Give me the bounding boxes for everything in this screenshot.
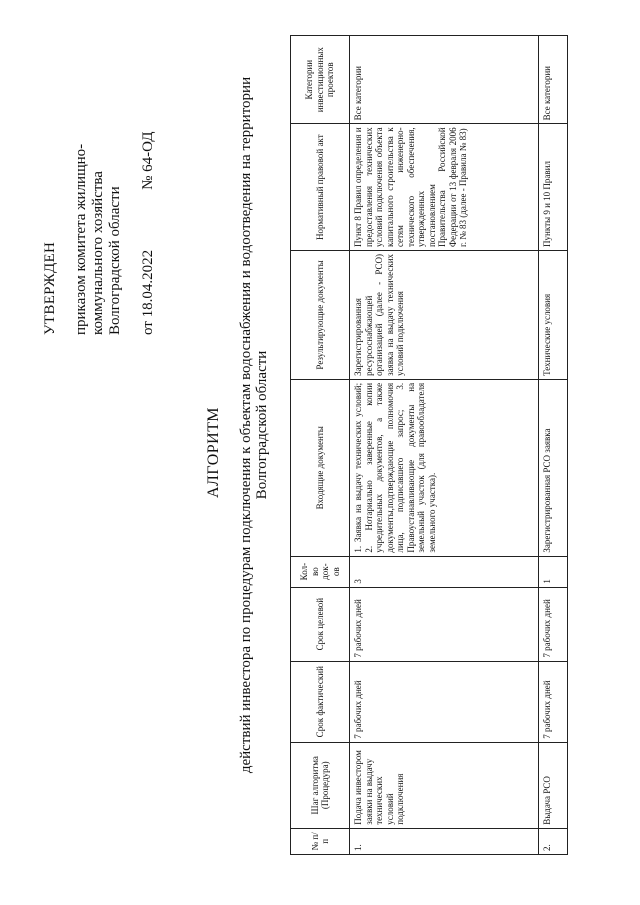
cell-number: 1.: [350, 828, 539, 854]
cell-input-docs: Зарегистрированная РСО заявка: [539, 379, 568, 556]
cell-categories: Все категории: [539, 36, 568, 124]
cell-doc-count: 3: [350, 556, 539, 587]
approval-stamp: [42, 15, 157, 335]
cell-target-term: 7 рабочих дней: [350, 587, 539, 661]
header-legal-act: Нормативный правовой акт: [291, 124, 350, 251]
algorithm-table: [290, 35, 568, 855]
cell-result-docs: Технические условия: [539, 250, 568, 379]
cell-categories: Все категории: [350, 36, 539, 124]
table-header-row: [291, 36, 350, 855]
header-step: Шаг алгоритма (Процедура): [291, 742, 350, 828]
approval-date-line: [140, 15, 157, 335]
cell-doc-count: 1: [539, 556, 568, 587]
cell-actual-term: 7 рабочих дней: [350, 661, 539, 742]
cell-legal-act: Пункт 8 Правил определения и предоставления технических условий подключения объекта капитального строительства к сетям инженерно-технического обеспечения, утвержденных постановлением Правительства Российской Федерации от 13 февраля 2006 г. № 83 (далее - Правила № 83): [350, 124, 539, 251]
approval-title: УТВЕРЖДЕН: [42, 241, 58, 335]
approval-line: Волгоградской области: [107, 186, 123, 335]
approval-line: коммунального хозяйства: [90, 171, 106, 335]
cell-result-docs: Зарегистрированная ресурсоснабжающей организацией (далее - РСО) заявка на выдачу технических условий подключения: [350, 250, 539, 379]
cell-legal-act: Пункты 9 и 10 Правил: [539, 124, 568, 251]
cell-step: Выдача РСО: [539, 742, 568, 828]
header-number: № п/п: [291, 828, 350, 854]
approval-number: № 64-ОД: [140, 131, 156, 190]
cell-input-docs: 1. Заявка на выдачу технических условий; 2. Нотариально заверенные копии учредительных документов, а также документы,подтверждающие полномочия лица, подписавшего запрос; 3. Правоустанавливающие документы на земельный участок (для правообладателя земельного участка).: [350, 379, 539, 556]
header-categories: Категории инвестиционных проектов: [291, 36, 350, 124]
approval-line: приказом комитета жилищно-: [73, 143, 89, 335]
table-row: [350, 36, 539, 855]
header-doc-count: Кол-во док-ов: [291, 556, 350, 587]
table-row: [539, 36, 568, 855]
cell-number: 2.: [539, 828, 568, 854]
header-actual-term: Срок фактический: [291, 661, 350, 742]
cell-actual-term: 7 рабочих дней: [539, 661, 568, 742]
header-input-docs: Входящие документы: [291, 379, 350, 556]
header-target-term: Срок целевой: [291, 587, 350, 661]
cell-step: Подача инвестором заявки на выдачу технических условий подключения: [350, 742, 539, 828]
document-title: АЛГОРИТМ: [205, 406, 222, 499]
cell-target-term: 7 рабочих дней: [539, 587, 568, 661]
document-subtitle: действий инвестора по процедурам подключения к объектам водоснабжения и водоотведения на территории Волгоградской области: [238, 76, 270, 774]
approval-date: от 18.04.2022: [140, 249, 156, 335]
header-result-docs: Результирующие документы: [291, 250, 350, 379]
